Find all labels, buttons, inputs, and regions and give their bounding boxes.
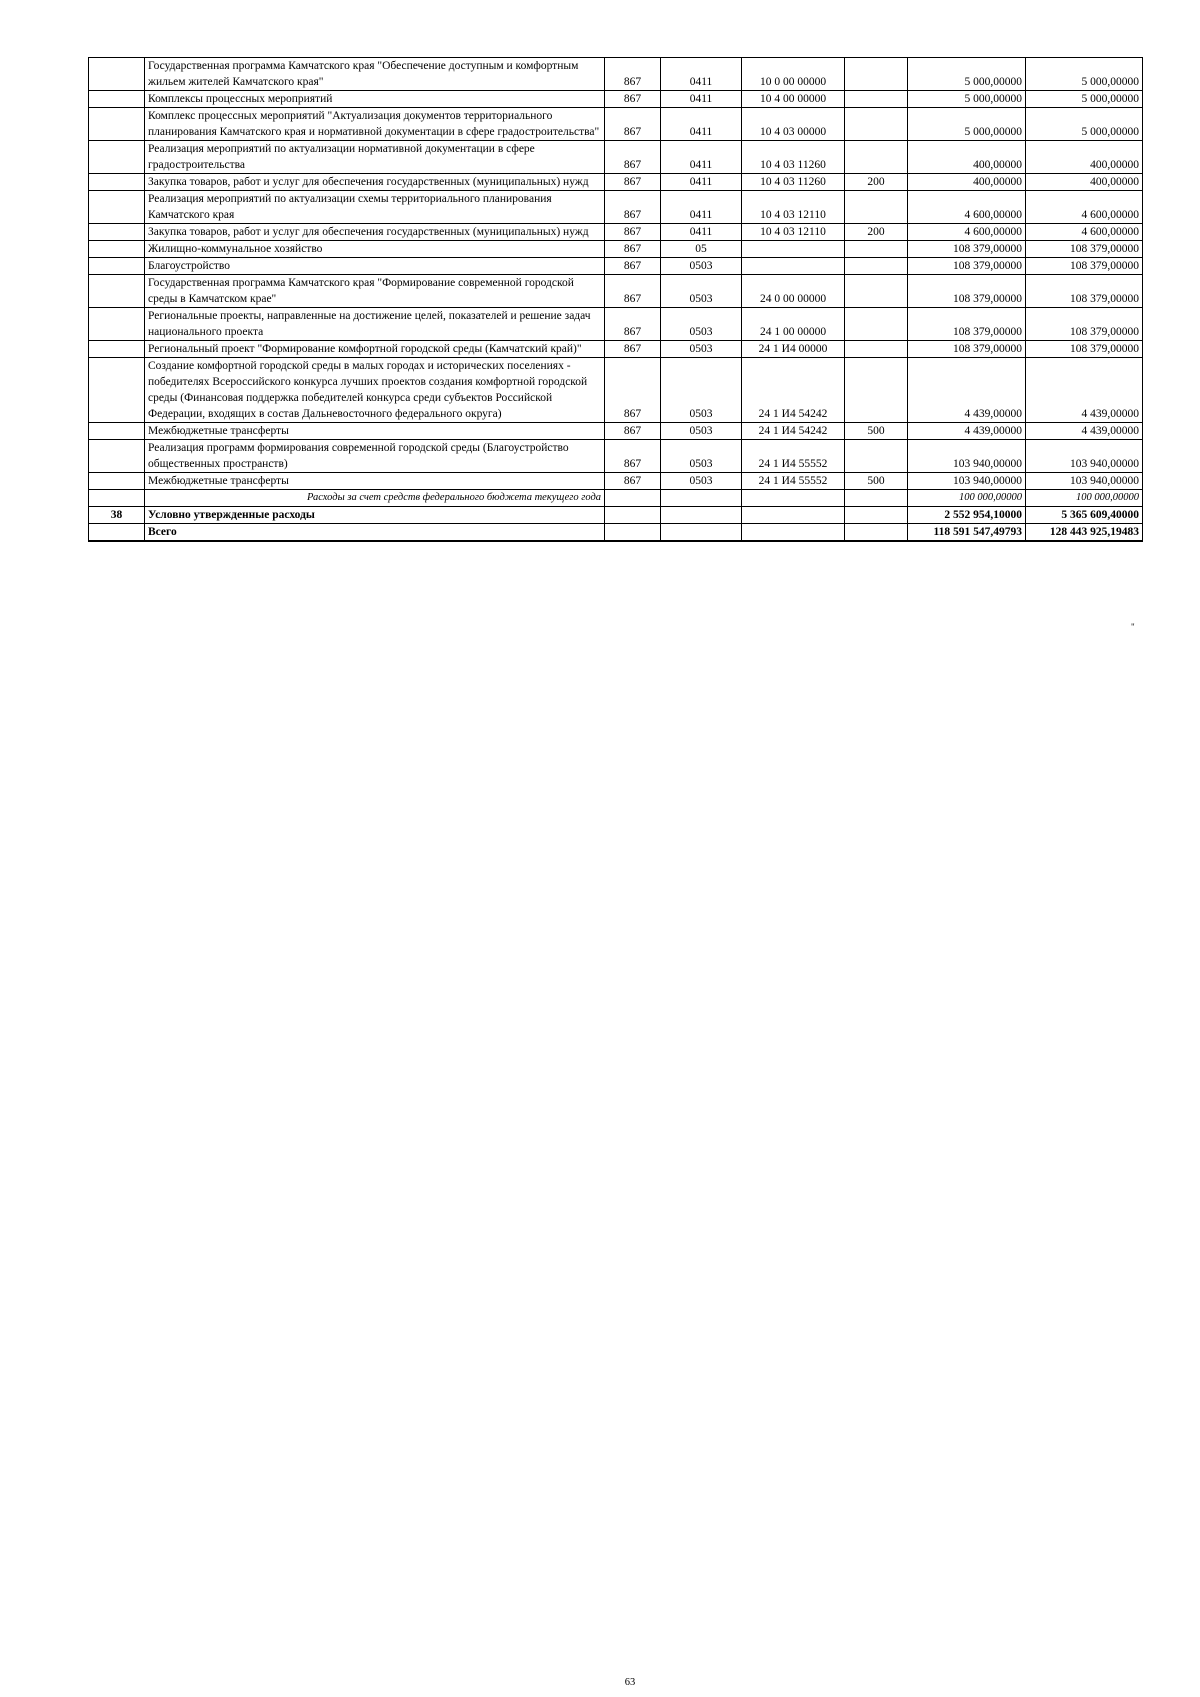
row-sum-year2: 108 379,00000: [1026, 258, 1143, 275]
row-section-code: 0503: [661, 358, 742, 423]
row-target-article: 24 1 00 00000: [742, 308, 845, 341]
row-section-code: 0503: [661, 440, 742, 473]
row-sum-year1: 103 940,00000: [908, 440, 1026, 473]
row-ved-code: 867: [605, 358, 661, 423]
row-expense-type: 500: [845, 423, 908, 440]
row-section-code: 0411: [661, 58, 742, 91]
row-number: [89, 524, 145, 542]
row-name: Всего: [145, 524, 605, 542]
row-ved-code: 867: [605, 258, 661, 275]
row-section-code: 0503: [661, 275, 742, 308]
row-target-article: 10 4 03 12110: [742, 224, 845, 241]
table-row: [89, 108, 1143, 141]
row-sum-year2: 4 600,00000: [1026, 191, 1143, 224]
row-section-code: 0411: [661, 224, 742, 241]
row-sum-year2: 4 439,00000: [1026, 358, 1143, 423]
row-name: Государственная программа Камчатского края "Формирование современной городской среды в Камчатском крае": [145, 275, 605, 308]
row-expense-type: [845, 91, 908, 108]
table-row: [89, 423, 1143, 440]
row-sum-year2: 100 000,00000: [1026, 490, 1143, 507]
row-target-article: 24 0 00 00000: [742, 275, 845, 308]
row-sum-year2: 400,00000: [1026, 174, 1143, 191]
table-row: [89, 191, 1143, 224]
row-target-article: 24 1 И4 00000: [742, 341, 845, 358]
table-row: [89, 524, 1143, 542]
row-section-code: 0411: [661, 91, 742, 108]
row-expense-type: [845, 141, 908, 174]
row-sum-year1: 4 600,00000: [908, 191, 1026, 224]
row-sum-year1: 4 439,00000: [908, 423, 1026, 440]
row-sum-year1: 5 000,00000: [908, 58, 1026, 91]
row-name: Реализация программ формирования современной городской среды (Благоустройство общественных пространств): [145, 440, 605, 473]
row-number: [89, 224, 145, 241]
row-sum-year2: 108 379,00000: [1026, 341, 1143, 358]
row-section-code: 0503: [661, 423, 742, 440]
row-number: [89, 473, 145, 490]
table-row: [89, 440, 1143, 473]
row-number: [89, 423, 145, 440]
row-ved-code: [605, 524, 661, 542]
row-sum-year1: 108 379,00000: [908, 275, 1026, 308]
row-section-code: [661, 507, 742, 524]
row-sum-year1: 108 379,00000: [908, 341, 1026, 358]
row-name: Расходы за счет средств федерального бюджета текущего года: [145, 490, 605, 507]
row-sum-year2: 103 940,00000: [1026, 473, 1143, 490]
row-section-code: 0411: [661, 141, 742, 174]
row-number: [89, 58, 145, 91]
row-number: [89, 275, 145, 308]
row-number: [89, 191, 145, 224]
row-expense-type: [845, 507, 908, 524]
row-sum-year1: 400,00000: [908, 174, 1026, 191]
row-sum-year1: 4 600,00000: [908, 224, 1026, 241]
row-name: Региональные проекты, направленные на достижение целей, показателей и решение задач национального проекта: [145, 308, 605, 341]
row-number: [89, 341, 145, 358]
row-sum-year2: 128 443 925,19483: [1026, 524, 1143, 542]
row-section-code: 0411: [661, 108, 742, 141]
table-row: [89, 490, 1143, 507]
row-ved-code: 867: [605, 440, 661, 473]
row-sum-year2: 108 379,00000: [1026, 241, 1143, 258]
table-row: [89, 473, 1143, 490]
row-sum-year1: 100 000,00000: [908, 490, 1026, 507]
row-ved-code: 867: [605, 108, 661, 141]
row-section-code: 05: [661, 241, 742, 258]
row-expense-type: [845, 524, 908, 542]
row-sum-year1: 118 591 547,49793: [908, 524, 1026, 542]
table-row: [89, 341, 1143, 358]
row-ved-code: 867: [605, 341, 661, 358]
table-row: [89, 308, 1143, 341]
row-number: [89, 308, 145, 341]
row-target-article: 10 4 03 11260: [742, 174, 845, 191]
row-section-code: 0503: [661, 258, 742, 275]
row-expense-type: [845, 258, 908, 275]
row-ved-code: 867: [605, 224, 661, 241]
row-name: Межбюджетные трансферты: [145, 473, 605, 490]
row-ved-code: 867: [605, 141, 661, 174]
table-row: [89, 358, 1143, 423]
row-section-code: [661, 490, 742, 507]
closing-quote: ": [1131, 622, 1135, 632]
row-sum-year2: 5 000,00000: [1026, 58, 1143, 91]
row-expense-type: [845, 308, 908, 341]
row-target-article: 10 4 00 00000: [742, 91, 845, 108]
row-target-article: [742, 258, 845, 275]
table-row: [89, 141, 1143, 174]
row-name: Реализация мероприятий по актуализации схемы территориального планирования Камчатского края: [145, 191, 605, 224]
table-row: [89, 241, 1143, 258]
row-target-article: [742, 524, 845, 542]
row-number: [89, 490, 145, 507]
row-name: Закупка товаров, работ и услуг для обеспечения государственных (муниципальных) нужд: [145, 224, 605, 241]
row-number: [89, 141, 145, 174]
row-name: Реализация мероприятий по актуализации нормативной документации в сфере градостроительства: [145, 141, 605, 174]
row-expense-type: [845, 341, 908, 358]
row-sum-year2: 400,00000: [1026, 141, 1143, 174]
row-section-code: 0503: [661, 473, 742, 490]
row-sum-year1: 108 379,00000: [908, 308, 1026, 341]
row-target-article: 10 0 00 00000: [742, 58, 845, 91]
row-expense-type: [845, 58, 908, 91]
row-sum-year2: 5 000,00000: [1026, 91, 1143, 108]
row-expense-type: [845, 358, 908, 423]
table-row: [89, 507, 1143, 524]
row-ved-code: 867: [605, 174, 661, 191]
row-target-article: 24 1 И4 55552: [742, 473, 845, 490]
table-row: [89, 91, 1143, 108]
row-expense-type: 200: [845, 224, 908, 241]
row-name: Комплекс процессных мероприятий "Актуализация документов территориального планирования Камчатского края и нормативной документации в сфере градостроительства": [145, 108, 605, 141]
row-name: Закупка товаров, работ и услуг для обеспечения государственных (муниципальных) нужд: [145, 174, 605, 191]
row-section-code: 0503: [661, 341, 742, 358]
row-number: [89, 108, 145, 141]
row-name: Жилищно-коммунальное хозяйство: [145, 241, 605, 258]
row-name: Государственная программа Камчатского края "Обеспечение доступным и комфортным жильем жителей Камчатского края": [145, 58, 605, 91]
row-section-code: 0503: [661, 308, 742, 341]
table-row: [89, 174, 1143, 191]
row-ved-code: 867: [605, 473, 661, 490]
row-number: [89, 241, 145, 258]
row-name: Создание комфортной городской среды в малых городах и исторических поселениях - победителях Всероссийского конкурса лучших проектов создания комфортной городской среды (Финансовая поддержка победителей конкурса среди субъектов Российской Федерации, входящих в состав Дальневосточного федерального округа): [145, 358, 605, 423]
row-section-code: 0411: [661, 174, 742, 191]
row-expense-type: [845, 440, 908, 473]
row-ved-code: 867: [605, 191, 661, 224]
row-sum-year2: 4 600,00000: [1026, 224, 1143, 241]
row-target-article: 10 4 03 11260: [742, 141, 845, 174]
row-expense-type: 500: [845, 473, 908, 490]
row-sum-year1: 2 552 954,10000: [908, 507, 1026, 524]
row-name: Региональный проект "Формирование комфортной городской среды (Камчатский край)": [145, 341, 605, 358]
row-target-article: [742, 507, 845, 524]
row-name: Условно утвержденные расходы: [145, 507, 605, 524]
row-target-article: 10 4 03 00000: [742, 108, 845, 141]
row-expense-type: [845, 191, 908, 224]
row-number: [89, 91, 145, 108]
row-name: Комплексы процессных мероприятий: [145, 91, 605, 108]
row-ved-code: 867: [605, 423, 661, 440]
table-row: [89, 258, 1143, 275]
row-target-article: [742, 241, 845, 258]
row-target-article: 10 4 03 12110: [742, 191, 845, 224]
table-row: [89, 224, 1143, 241]
row-sum-year1: 5 000,00000: [908, 91, 1026, 108]
table-row: [89, 58, 1143, 91]
row-target-article: 24 1 И4 54242: [742, 358, 845, 423]
row-sum-year2: 103 940,00000: [1026, 440, 1143, 473]
row-sum-year1: 400,00000: [908, 141, 1026, 174]
row-number: [89, 440, 145, 473]
row-expense-type: [845, 241, 908, 258]
row-ved-code: 867: [605, 275, 661, 308]
row-sum-year1: 5 000,00000: [908, 108, 1026, 141]
row-section-code: [661, 524, 742, 542]
row-number: [89, 174, 145, 191]
row-expense-type: [845, 490, 908, 507]
row-sum-year1: 4 439,00000: [908, 358, 1026, 423]
row-ved-code: [605, 507, 661, 524]
row-ved-code: 867: [605, 58, 661, 91]
row-target-article: 24 1 И4 54242: [742, 423, 845, 440]
row-target-article: 24 1 И4 55552: [742, 440, 845, 473]
row-expense-type: 200: [845, 174, 908, 191]
row-sum-year1: 108 379,00000: [908, 241, 1026, 258]
row-sum-year1: 108 379,00000: [908, 258, 1026, 275]
budget-table-body: [89, 58, 1143, 542]
row-number: [89, 258, 145, 275]
row-sum-year2: 4 439,00000: [1026, 423, 1143, 440]
row-ved-code: 867: [605, 308, 661, 341]
row-expense-type: [845, 108, 908, 141]
row-sum-year2: 108 379,00000: [1026, 308, 1143, 341]
row-number: 38: [89, 507, 145, 524]
page-number: 63: [624, 1677, 636, 1688]
row-number: [89, 358, 145, 423]
row-sum-year2: 5 000,00000: [1026, 108, 1143, 141]
row-expense-type: [845, 275, 908, 308]
row-name: Благоустройство: [145, 258, 605, 275]
budget-table: [88, 57, 1143, 542]
table-row: [89, 275, 1143, 308]
row-sum-year2: 108 379,00000: [1026, 275, 1143, 308]
row-section-code: 0411: [661, 191, 742, 224]
row-target-article: [742, 490, 845, 507]
row-sum-year2: 5 365 609,40000: [1026, 507, 1143, 524]
row-ved-code: 867: [605, 241, 661, 258]
row-ved-code: 867: [605, 91, 661, 108]
row-sum-year1: 103 940,00000: [908, 473, 1026, 490]
row-ved-code: [605, 490, 661, 507]
row-name: Межбюджетные трансферты: [145, 423, 605, 440]
